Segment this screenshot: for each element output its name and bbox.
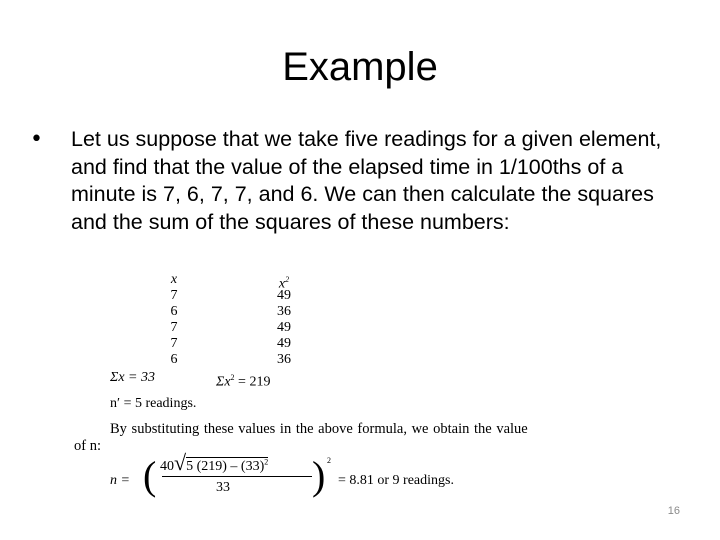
sum-x2-left: Σx bbox=[216, 374, 231, 390]
table-cell-x: 7 bbox=[170, 288, 178, 303]
denominator: 33 bbox=[216, 480, 230, 495]
table-cell-x2: 49 bbox=[277, 288, 291, 303]
table-cell-x2: 36 bbox=[277, 352, 291, 367]
sum-x2 bbox=[216, 370, 270, 391]
table-cell-x2: 49 bbox=[277, 320, 291, 335]
equation-image bbox=[70, 268, 650, 503]
table-cell-x: 6 bbox=[170, 352, 178, 367]
outer-sup: 2 bbox=[327, 456, 331, 465]
table-cell-x: 6 bbox=[170, 304, 178, 319]
table-cell-x2: 36 bbox=[277, 304, 291, 319]
table-row bbox=[70, 304, 370, 319]
numerator-coef: 40 bbox=[160, 459, 174, 474]
right-paren: ) bbox=[312, 453, 326, 498]
sqrt-icon: √ bbox=[174, 450, 187, 475]
table-cell-x: 7 bbox=[170, 320, 178, 335]
header-x2-base: x bbox=[278, 276, 286, 292]
page-number: 16 bbox=[667, 505, 680, 517]
header-x2-sup: 2 bbox=[285, 275, 290, 284]
substitution-text: By substituting these values in the above formula, we obtain the value bbox=[110, 421, 528, 437]
table-row bbox=[70, 352, 370, 367]
slide-title: Example bbox=[282, 45, 438, 89]
of-n-text: of n: bbox=[74, 438, 101, 454]
numerator-sup: 2 bbox=[264, 457, 269, 467]
sum-x2-right: = 219 bbox=[234, 374, 271, 390]
numerator bbox=[160, 452, 268, 475]
table-row bbox=[70, 288, 370, 303]
table-cell-x: 7 bbox=[170, 336, 178, 351]
n-equation bbox=[110, 446, 510, 496]
table-row bbox=[70, 320, 370, 335]
table-cell-x2: 49 bbox=[277, 336, 291, 351]
result-text: = 8.81 or 9 readings. bbox=[338, 473, 454, 488]
left-paren: ( bbox=[143, 453, 157, 498]
fraction-bar bbox=[162, 476, 312, 477]
header-x: x bbox=[170, 272, 178, 287]
sum-x: Σx = 33 bbox=[110, 370, 155, 385]
sum-x2-sup: 2 bbox=[230, 373, 235, 382]
bullet-symbol: • bbox=[30, 127, 43, 152]
numerator-rest: 5 (219) – (33) bbox=[186, 459, 265, 474]
table-header bbox=[70, 272, 370, 292]
bullet-text: Let us suppose that we take five readings for a given element, and find that the value of the elapsed time in 1/100ths of a minute is 7, 6, 7, 7, and 6. We can then calculate the squares and the sum of the squares of these numbers: bbox=[71, 127, 662, 234]
n-equals: n = bbox=[110, 473, 130, 488]
n-prime-line: n′ = 5 readings. bbox=[110, 396, 197, 411]
table-row bbox=[70, 336, 370, 351]
numerator-radicand bbox=[186, 457, 268, 474]
